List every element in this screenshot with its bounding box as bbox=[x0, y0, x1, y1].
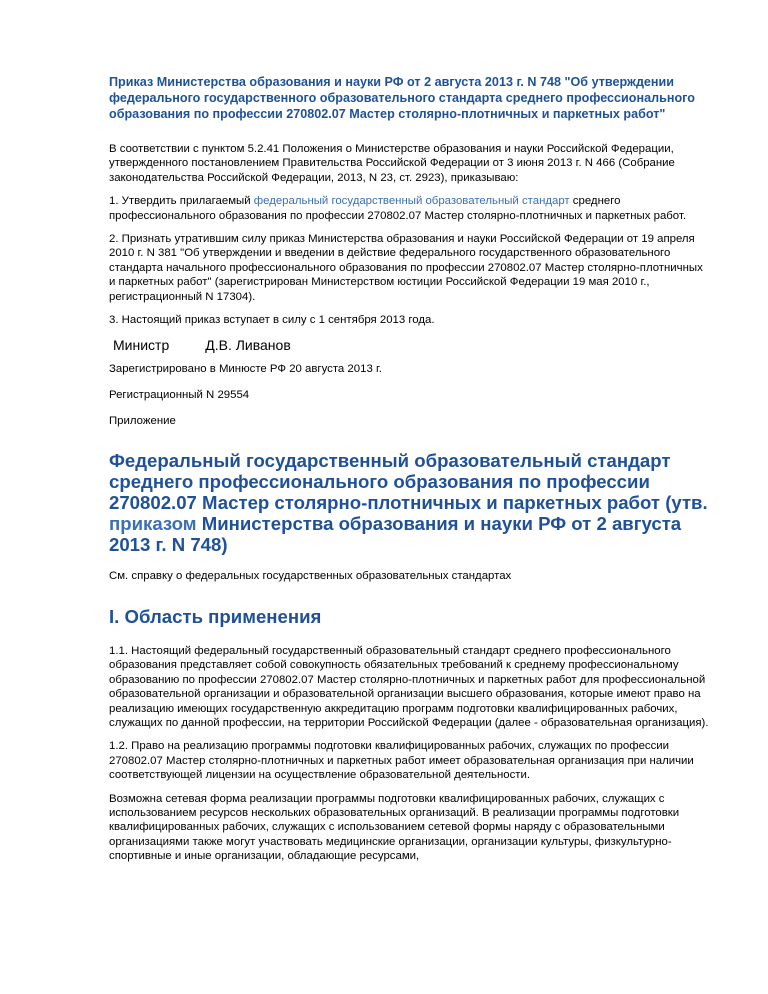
order-title: Приказ Министерства образования и науки РФ от 2 августа 2013 г. N 748 "Об утверждении федерального государственного образовательного стандарта среднего профессионального образования по профессии 270802.07 Мастер столярно-плотничных и паркетных работ" bbox=[109, 75, 695, 121]
clause-1-2: 1.2. Право на реализацию программы подготовки квалифицированных рабочих, служащих по профессии 270802.07 Мастер столярно-плотничных и паркетных работ имеет образовательная организация при наличии соответствующей лицензии на осуществление образовательной деятельности. bbox=[109, 740, 694, 782]
order-link[interactable]: приказом bbox=[109, 513, 197, 535]
item-2-paragraph: 2. Признать утратившим силу приказ Министерства образования и науки Российской Федерации от 19 апреля 2010 г. N 381 "Об утверждении и введении в действие федерального государственного образовательного стандарта начального профессионального образования по профессии 270802.07 Мастер столярно-плотничных и паркетных работ" (зарегистрирован Министерством юстиции Российской Федерации 19 мая 2010 г., регистрационный N 17304). bbox=[109, 233, 703, 303]
signature-line bbox=[113, 337, 711, 353]
preamble-paragraph: В соответствии с пунктом 5.2.41 Положения о Министерстве образования и науки Российской Федерации, утвержденного постановлением Правительства Российской Федерации от 3 июня 2013 г. N 466 (Собрание законодательства Российской Федерации, 2013, N 23, ст. 2923), приказываю: bbox=[109, 143, 675, 184]
registration-date: Зарегистрировано в Минюсте РФ 20 августа 2013 г. bbox=[109, 363, 382, 376]
item-1-paragraph bbox=[109, 194, 711, 223]
document-body bbox=[109, 74, 711, 873]
signature-name: Д.В. Ливанов bbox=[205, 337, 291, 354]
appendix-label: Приложение bbox=[109, 415, 176, 428]
section-1-heading: I. Область применения bbox=[109, 605, 322, 627]
item-3-paragraph: 3. Настоящий приказ вступает в силу с 1 сентября 2013 года. bbox=[109, 314, 435, 327]
standard-link[interactable]: федеральный государственный образовательный стандарт bbox=[253, 195, 570, 208]
item-1-suffix: среднего профессионального образования по профессии 270802.07 Мастер столярно-плотничных и паркетных работ. bbox=[109, 195, 687, 222]
registration-number: Регистрационный N 29554 bbox=[109, 389, 250, 402]
standard-title bbox=[109, 450, 711, 555]
clause-1-2-continued: Возможна сетевая форма реализации программы подготовки квалифицированных рабочих, служащих с использованием ресурсов нескольких образовательных организаций. В реализации программы подготовки квалифицированных рабочих, служащих с использованием сетевой формы наряду с образовательными организациями также могут участвовать медицинские организации, организации культуры, физкультурно-спортивные и иные организации, обладающие ресурсами, bbox=[109, 792, 680, 863]
standard-title-prefix: Федеральный государственный образовательный стандарт среднего профессионального образования по профессии 270802.07 Мастер столярно-плотничных и паркетных работ (утв. bbox=[109, 450, 708, 514]
clause-1-1: 1.1. Настоящий федеральный государственный образовательный стандарт среднего профессионального образования представляет собой совокупность обязательных требований к среднему профессиональному образованию по профессии 270802.07 Мастер столярно-плотничных и паркетных работ для профессиональной образовательной организации и образовательной организации высшего образования, которые имеют право на реализацию имеющих государственную аккредитацию программ подготовки квалифицированных рабочих, служащих по данной профессии, на территории Российской Федерации (далее - образовательная организация). bbox=[109, 644, 709, 729]
item-1-prefix: 1. Утвердить прилагаемый bbox=[109, 195, 254, 208]
see-also-note: См. справку о федеральных государственных образовательных стандартах bbox=[109, 570, 512, 583]
signature-role: Министр bbox=[113, 337, 170, 354]
standard-title-suffix: Министерства образования и науки РФ от 2 августа 2013 г. N 748) bbox=[109, 513, 682, 556]
